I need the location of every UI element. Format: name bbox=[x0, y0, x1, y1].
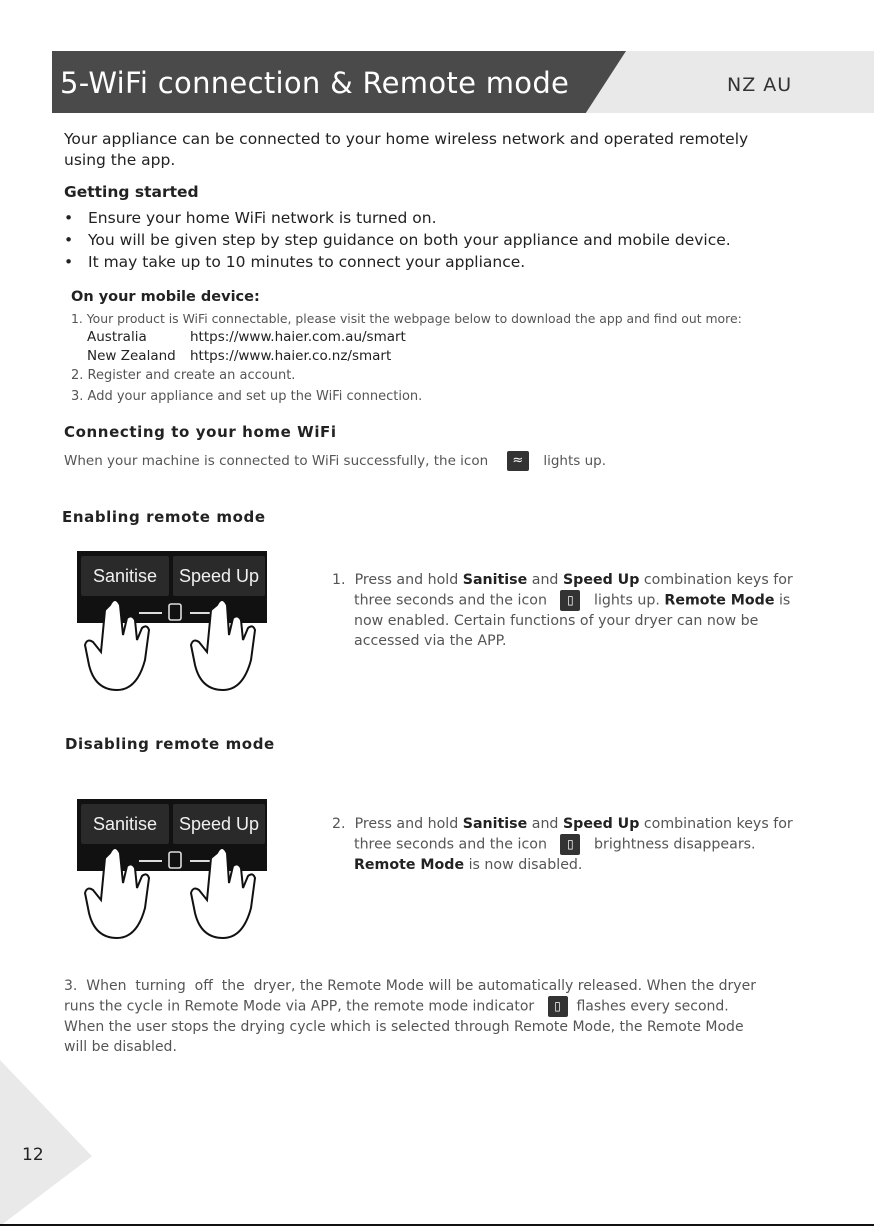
step-text: and bbox=[531, 816, 559, 832]
getting-started-heading: Getting started bbox=[64, 183, 199, 201]
step-text: now enabled. Certain functions of your dryer can now be bbox=[354, 613, 759, 629]
mobile-step-1: 1. Your product is WiFi connectable, please visit the webpage below to download the app and find out more: bbox=[71, 311, 742, 326]
sanitise-key[interactable]: Sanitise bbox=[81, 804, 169, 844]
step-text: and bbox=[531, 572, 559, 588]
remote-mode-label: Remote Mode bbox=[664, 592, 775, 609]
step-text: three seconds and the icon bbox=[354, 592, 547, 609]
remote-phone-icon: ▯ bbox=[548, 996, 568, 1017]
mobile-step-2: 2. Register and create an account. bbox=[71, 368, 296, 383]
connecting-text-after: lights up. bbox=[543, 453, 607, 469]
note-line: will be disabled. bbox=[64, 1039, 177, 1055]
corner-decoration bbox=[0, 1060, 92, 1226]
step-number: 1. bbox=[332, 572, 346, 588]
bullet-item: • It may take up to 10 minutes to connect your appliance. bbox=[88, 253, 525, 271]
enabling-heading: Enabling remote mode bbox=[62, 508, 266, 526]
step-text: combination keys for bbox=[643, 572, 793, 588]
intro-line-2: using the app. bbox=[64, 151, 176, 169]
sanitise-key[interactable]: Sanitise bbox=[81, 556, 169, 596]
key-name-sanitise: Sanitise bbox=[462, 816, 528, 832]
connecting-heading: Connecting to your home WiFi bbox=[64, 423, 337, 441]
country-new-zealand: New Zealand bbox=[87, 348, 176, 364]
speed-up-key[interactable]: Speed Up bbox=[173, 556, 265, 596]
remote-phone-icon: ▯ bbox=[560, 590, 580, 611]
key-name-sanitise: Sanitise bbox=[462, 572, 528, 588]
link-australia[interactable]: https://www.haier.com.au/smart bbox=[190, 329, 406, 345]
note-line: 3. When turning off the dryer, the Remote Mode will be automatically released. When the dryer bbox=[64, 978, 756, 994]
step-text: is bbox=[778, 592, 791, 609]
bullet-item: • Ensure your home WiFi network is turned on. bbox=[88, 209, 437, 227]
note-line: When the user stops the drying cycle which is selected through Remote Mode, the Remote Mode bbox=[64, 1019, 744, 1035]
step-text: is now disabled. bbox=[468, 857, 583, 873]
disabling-heading: Disabling remote mode bbox=[65, 735, 275, 753]
intro-line-1: Your appliance can be connected to your home wireless network and operated remotely bbox=[64, 130, 749, 148]
mobile-heading: On your mobile device: bbox=[71, 289, 260, 305]
bullet-item: • You will be given step by step guidance on both your appliance and mobile device. bbox=[88, 231, 731, 249]
remote-mode-label: Remote Mode bbox=[354, 857, 465, 873]
country-australia: Australia bbox=[87, 329, 147, 345]
step-text: Press and hold bbox=[354, 816, 459, 832]
enabling-step bbox=[332, 570, 832, 651]
step-text: combination keys for bbox=[643, 816, 793, 832]
step-text: three seconds and the icon bbox=[354, 836, 547, 853]
wifi-icon: ≈ bbox=[507, 451, 529, 471]
note-line: flashes every second. bbox=[576, 998, 729, 1015]
remote-phone-icon: ▯ bbox=[560, 834, 580, 855]
connecting-text bbox=[64, 451, 606, 471]
speed-up-key[interactable]: Speed Up bbox=[173, 804, 265, 844]
step-text: accessed via the APP. bbox=[354, 633, 507, 649]
step-text: brightness disappears. bbox=[594, 836, 756, 853]
page-title: 5-WiFi connection & Remote mode bbox=[60, 66, 570, 100]
step-number: 2. bbox=[332, 816, 346, 832]
key-name-speed-up: Speed Up bbox=[562, 572, 640, 588]
region-label: NZ AU bbox=[727, 74, 793, 96]
mobile-step-3: 3. Add your appliance and set up the WiFi connection. bbox=[71, 389, 423, 404]
hand-press-icon bbox=[77, 838, 267, 943]
disabling-step bbox=[332, 814, 832, 875]
key-name-speed-up: Speed Up bbox=[562, 816, 640, 832]
page-number: 12 bbox=[22, 1145, 44, 1165]
step-text: Press and hold bbox=[354, 572, 459, 588]
note-line: runs the cycle in Remote Mode via APP, the remote mode indicator bbox=[64, 998, 535, 1015]
step-text: lights up. bbox=[594, 592, 660, 609]
connecting-text-before: When your machine is connected to WiFi successfully, the icon bbox=[64, 453, 489, 469]
link-new-zealand[interactable]: https://www.haier.co.nz/smart bbox=[190, 348, 392, 364]
hand-press-icon bbox=[77, 590, 267, 695]
note-3 bbox=[64, 976, 824, 1057]
